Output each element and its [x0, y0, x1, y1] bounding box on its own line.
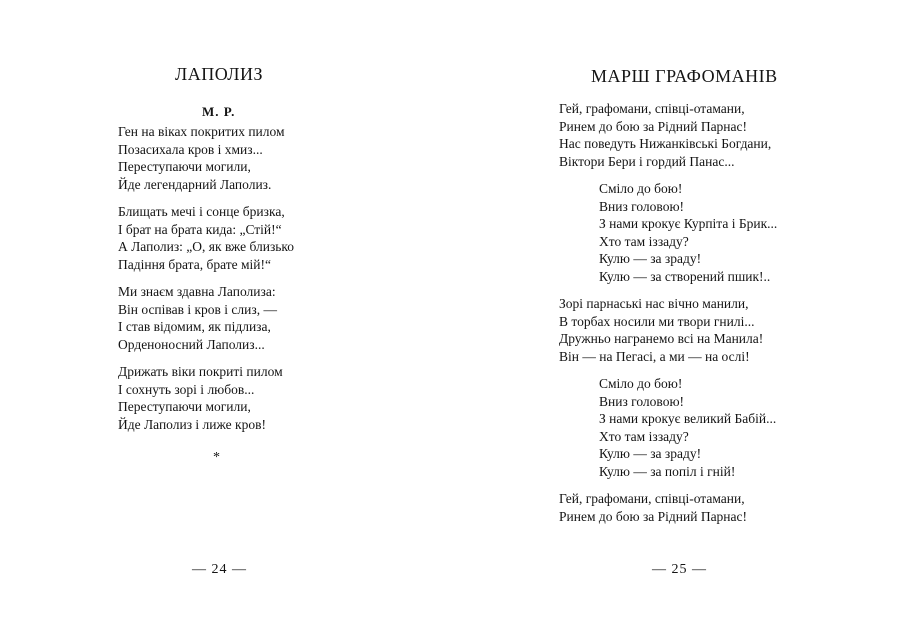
verse-line: Блищать мечі і сонце бризка,	[118, 204, 285, 219]
verse-line: Ринем до бою за Рідний Парнас!	[559, 118, 748, 134]
verse-line: З нами крокує Курпіта і Брик...	[599, 216, 778, 231]
verse-line: Йде Лаполиз і лиже кров!	[118, 416, 266, 432]
verse-line: З нами крокує великий Бабій...	[599, 411, 777, 426]
verse-line: А Лаполиз: „О, як вже близько	[118, 239, 295, 254]
verse-line: Падіння брата, брате мій!“	[118, 256, 271, 272]
verse-line: Віктори Бери і гордий Панас...	[559, 153, 735, 169]
asterisk-ornament: *	[213, 450, 220, 465]
verse-line: Гей, графомани, співці-отамани,	[559, 101, 745, 116]
verse-line: Дружньо награнемо всі на Манила!	[559, 331, 764, 346]
verse-line: Орденоносний Лаполиз...	[118, 336, 265, 352]
verse-line: Кулю — за зраду!	[599, 446, 702, 461]
verse-line: Позасихала кров і хмиз...	[118, 141, 263, 157]
verse-line: Переступаючи могили,	[118, 159, 251, 174]
verse-line: Кулю — за зраду!	[599, 251, 702, 266]
right-page	[450, 0, 900, 634]
verse-line: Він оспівав і кров і слиз, —	[118, 301, 277, 317]
poem-title: ЛАПОЛИЗ	[175, 64, 264, 84]
verse-line: Кулю — за створений пшик!..	[599, 268, 771, 284]
verse-line: Переступаючи могили,	[118, 399, 251, 414]
verse-line: Він — на Пегасі, а ми — на ослі!	[559, 348, 750, 364]
poem-title: МАРШ ГРАФОМАНІВ	[591, 66, 778, 86]
verse-line: Вниз головою!	[599, 393, 685, 409]
verse-line: Йде легендарний Лаполиз.	[118, 176, 272, 192]
chorus-stanza	[559, 180, 777, 285]
verse-line: І сохнуть зорі і любов...	[118, 381, 255, 397]
verse-line: Сміло до бою!	[599, 181, 683, 196]
stanza	[118, 123, 294, 193]
stanza	[118, 283, 294, 353]
verse-line: Ген на віках покритих пилом	[118, 124, 285, 139]
verse-line: Вниз головою!	[599, 198, 685, 214]
verse-line: Дрижать віки покриті пилом	[118, 364, 283, 379]
verse-line: Хто там іззаду?	[599, 428, 689, 444]
dedication: М. Р.	[202, 104, 236, 119]
stanza	[118, 363, 294, 433]
verse-line: Нас поведуть Нижанківські Богдани,	[559, 136, 772, 151]
page-number: — 24 —	[192, 562, 247, 577]
verse-line: Хто там іззаду?	[599, 233, 689, 249]
verse-line: Ринем до бою за Рідний Парнас!	[559, 508, 748, 524]
poem-body	[559, 100, 777, 535]
verse-line: В торбах носили ми твори гнилі...	[559, 313, 755, 329]
stanza	[118, 203, 294, 273]
verse-line: І став відомим, як підлиза,	[118, 319, 271, 334]
verse-line: Ми знаєм здавна Лаполиза:	[118, 284, 276, 299]
chorus-stanza	[559, 375, 777, 480]
page-number: — 25 —	[652, 562, 707, 577]
poem-body	[118, 123, 294, 443]
stanza	[559, 100, 777, 170]
verse-line: І брат на брата кида: „Стій!“	[118, 221, 282, 237]
stanza	[559, 295, 777, 365]
verse-line: Зорі парнаські нас вічно манили,	[559, 296, 749, 311]
verse-line: Гей, графомани, співці-отамани,	[559, 491, 745, 506]
verse-line: Сміло до бою!	[599, 376, 683, 391]
stanza	[559, 490, 777, 525]
verse-line: Кулю — за попіл і гній!	[599, 463, 736, 479]
